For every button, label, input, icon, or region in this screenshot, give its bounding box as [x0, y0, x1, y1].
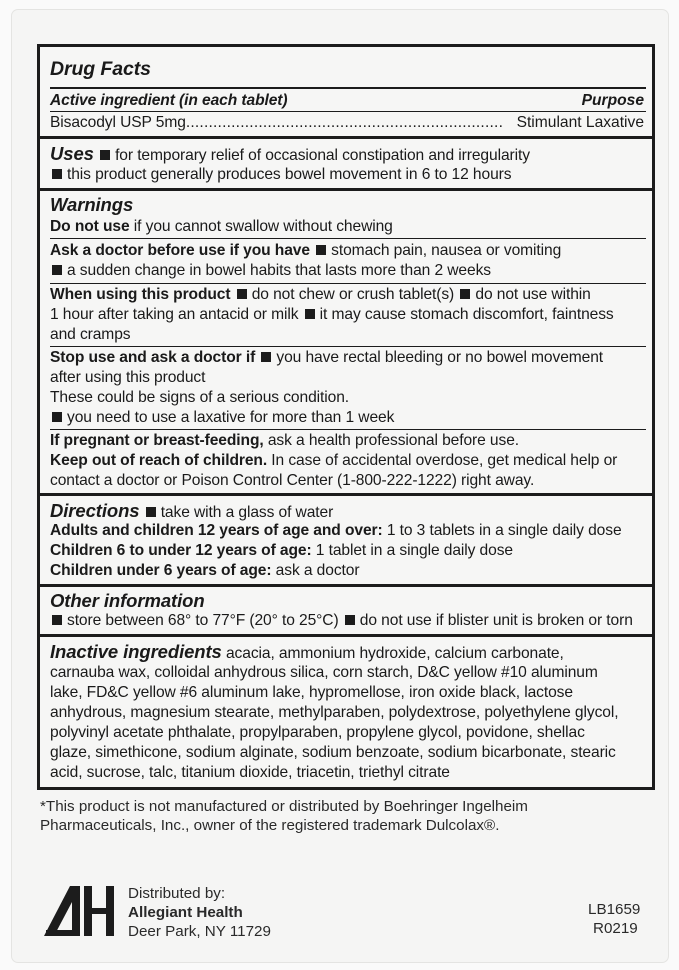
directions-text-1: take with a glass of water: [160, 504, 334, 521]
disclaimer-line-1: *This product is not manufactured or distributed by Boehringer Ingelheim: [40, 798, 528, 815]
other-info-line: [50, 611, 633, 631]
ask-doctor-text-2: a sudden change in bowel habits that lasts more than 2 weeks: [67, 262, 491, 279]
inactive-text-1: acacia, ammonium hydroxide, calcium carbonate,: [221, 645, 564, 662]
section-divider: [40, 136, 652, 139]
active-ingredient-row: [50, 113, 506, 133]
do-not-use-line: [50, 217, 393, 237]
when-using-label: When using this product: [50, 286, 231, 303]
warnings-heading: Warnings: [50, 194, 134, 215]
bullet-icon: [345, 615, 355, 625]
adults-text: 1 to 3 tablets in a single daily dose: [382, 522, 622, 539]
when-using-text-1a: do not chew or crush tablet(s): [251, 286, 455, 303]
stop-use-line-2: after using this product: [50, 369, 206, 386]
stop-use-line-1: [50, 348, 603, 368]
pregnant-line: [50, 431, 519, 451]
allegiant-health-logo-icon: [44, 882, 118, 938]
bullet-icon: [261, 352, 271, 362]
bullet-icon: [52, 265, 62, 275]
children-label: Children 6 to under 12 years of age:: [50, 542, 312, 559]
when-using-text-2a: 1 hour after taking an antacid or milk: [50, 306, 299, 323]
stop-use-label: Stop use and ask a doctor if: [50, 349, 256, 366]
under-6-text: ask a doctor: [271, 562, 360, 579]
under-6-label: Children under 6 years of age:: [50, 562, 272, 579]
bullet-icon: [316, 245, 326, 255]
section-divider: [40, 634, 652, 637]
inactive-line-3: lake, FD&C yellow #6 aluminum lake, hypromellose, iron oxide black, lactose: [50, 684, 573, 701]
uses-heading: Uses: [50, 143, 94, 164]
stop-use-text-1: you have rectal bleeding or no bowel movement: [276, 349, 604, 366]
inactive-line-6: glaze, simethicone, sodium alginate, sodium benzoate, sodium bicarbonate, stearic: [50, 744, 616, 761]
uses-text-1: for temporary relief of occasional constipation and irregularity: [115, 147, 530, 164]
ask-doctor-line-1: [50, 241, 561, 261]
keep-out-text-1: In case of accidental overdose, get medical help or: [267, 452, 618, 469]
stop-use-text-4: you need to use a laxative for more than 1 week: [67, 409, 395, 426]
when-using-line-1: [50, 285, 591, 305]
children-text: 1 tablet in a single daily dose: [311, 542, 513, 559]
inactive-line-1: [50, 642, 564, 664]
bullet-icon: [146, 507, 156, 517]
divider: [50, 283, 646, 284]
drug-facts-title: Drug Facts: [50, 58, 151, 80]
ask-doctor-label: Ask a doctor before use if you have: [50, 242, 310, 259]
inactive-line-4: anhydrous, magnesium stearate, methylparaben, polydextrose, polyethylene glycol,: [50, 704, 619, 721]
bullet-icon: [460, 289, 470, 299]
stop-use-line-4: [50, 408, 394, 428]
lot-code: LB1659: [588, 901, 641, 918]
inactive-line-2: carnauba wax, colloidal anhydrous silica, corn starch, D&C yellow #10 aluminum: [50, 664, 598, 681]
divider: [50, 429, 646, 430]
divider: [50, 238, 646, 239]
purpose-header: Purpose: [581, 92, 644, 109]
inactive-heading: Inactive ingredients: [50, 641, 222, 662]
bullet-icon: [237, 289, 247, 299]
directions-heading: Directions: [50, 500, 140, 521]
directions-adults: [50, 521, 622, 541]
do-not-use-label: Do not use: [50, 218, 130, 235]
drug-facts-panel: [37, 44, 655, 790]
bullet-icon: [52, 169, 62, 179]
bullet-icon: [305, 309, 315, 319]
distributor-name: Allegiant Health: [128, 904, 243, 921]
other-info-text-2: do not use if blister unit is broken or torn: [359, 612, 633, 629]
bullet-icon: [100, 150, 110, 160]
section-divider: [40, 493, 652, 496]
bullet-icon: [52, 412, 62, 422]
directions-line-1: [50, 501, 333, 523]
inactive-line-7: acid, sucrose, talc, titanium dioxide, triacetin, triethyl citrate: [50, 764, 450, 781]
ingredient-name: Bisacodyl USP 5mg: [50, 114, 186, 131]
ingredient-purpose: Stimulant Laxative: [516, 114, 644, 131]
when-using-line-3: and cramps: [50, 326, 131, 343]
when-using-text-1b: do not use within: [475, 286, 591, 303]
other-info-heading: Other information: [50, 590, 205, 611]
adults-label: Adults and children 12 years of age and over:: [50, 522, 383, 539]
uses-line-2: [50, 165, 511, 185]
section-divider: [40, 584, 652, 587]
uses-text-2: this product generally produces bowel movement in 6 to 12 hours: [67, 166, 512, 183]
keep-out-line-2: contact a doctor or Poison Control Center (1-800-222-1222) right away.: [50, 472, 535, 489]
stop-use-line-3: These could be signs of a serious condition.: [50, 389, 349, 406]
section-divider: [40, 188, 652, 191]
pregnant-text: ask a health professional before use.: [263, 432, 520, 449]
other-info-text-1: store between 68° to 77°F (20° to 25°C): [67, 612, 339, 629]
disclaimer-line-2: Pharmaceuticals, Inc., owner of the registered trademark Dulcolax®.: [40, 817, 500, 834]
distributor-address: Deer Park, NY 11729: [128, 923, 271, 940]
divider: [50, 346, 646, 347]
pregnant-label: If pregnant or breast-feeding,: [50, 432, 264, 449]
distributed-by-label: Distributed by:: [128, 885, 226, 902]
do-not-use-text: if you cannot swallow without chewing: [129, 218, 393, 235]
divider: [50, 111, 646, 112]
revision-code: R0219: [593, 920, 638, 937]
keep-out-label: Keep out of reach of children.: [50, 452, 268, 469]
bullet-icon: [52, 615, 62, 625]
inactive-line-5: polyvinyl acetate phthalate, propylparaben, propylene glycol, povidone, shellac: [50, 724, 585, 741]
ask-doctor-line-2: [50, 261, 491, 281]
dot-leader: ......................................................................: [185, 114, 504, 131]
when-using-line-2: [50, 305, 614, 325]
directions-children: [50, 541, 513, 561]
keep-out-line-1: [50, 451, 617, 471]
uses-line-1: [50, 144, 530, 166]
divider: [50, 87, 646, 89]
when-using-text-2b: it may cause stomach discomfort, faintness: [319, 306, 614, 323]
directions-under-6: [50, 561, 359, 581]
ask-doctor-text-1: stomach pain, nausea or vomiting: [331, 242, 562, 259]
active-ingredient-header: Active ingredient (in each tablet): [50, 92, 288, 109]
